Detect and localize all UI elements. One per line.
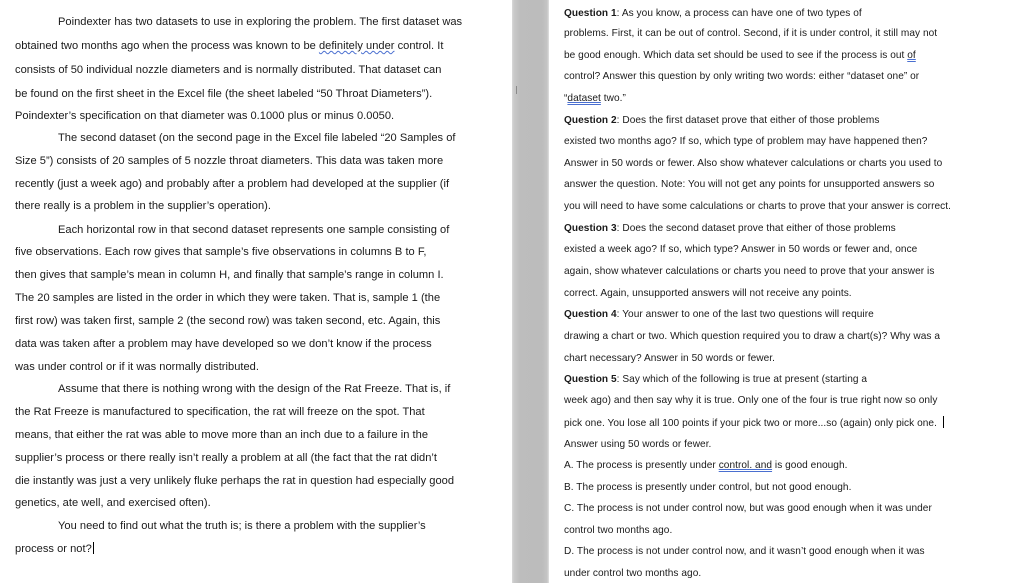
paragraph-line: Size 5”) consists of 20 samples of 5 nozzle throat diameters. This data was taken more	[15, 155, 444, 167]
question-1-line: Question 1: As you know, a process can have one of two types of	[564, 8, 862, 19]
question-line: Answer using 50 words or fewer.	[564, 439, 712, 450]
question-2-line: Question 2: Does the first dataset prove that either of those problems	[564, 115, 880, 126]
question-line: “dataset two.”	[564, 93, 626, 104]
paragraph-line: the Rat Freeze is manufactured to specification, the rat will freeze on the spot. That	[15, 406, 425, 418]
paragraph-line: Poindexter has two datasets to use in exploring the problem. The first dataset was	[58, 16, 463, 28]
grammar-underline: control. and	[718, 460, 773, 471]
paragraph-line: Poindexter’s specification on that diameter was 0.1000 plus or minus 0.0050.	[15, 110, 395, 122]
paragraph-line: recently (just a week ago) and probably after a problem had developed at the supplier (if	[15, 178, 450, 190]
paragraph-line: five observations. Each row gives that sample’s five observations in columns B to F,	[15, 246, 427, 258]
text-cursor[interactable]	[93, 542, 94, 554]
paragraph-line: You need to find out what the truth is; is there a problem with the supplier’s	[58, 520, 426, 532]
paragraph-line: be found on the first sheet in the Excel file (the sheet labeled “50 Throat Diameters”).	[15, 88, 433, 100]
page-divider	[512, 0, 549, 583]
option-c-continued: control two months ago.	[564, 525, 673, 536]
option-d-continued: under control two months ago.	[564, 568, 702, 579]
paragraph-line: die instantly was just a very unlikely fluke perhaps the rat in question had especially good	[15, 475, 455, 487]
question-line: existed a week ago? If so, which type? Answer in 50 words or fewer and, once	[564, 244, 918, 255]
question-line: pick one. You lose all 100 points if your pick two or more...so (again) only pick one.	[564, 416, 944, 430]
question-4-line: Question 4: Your answer to one of the last two questions will require	[564, 309, 874, 320]
paragraph-line: The 20 samples are listed in the order in which they were taken. That is, sample 1 (the	[15, 292, 441, 304]
option-d: D. The process is not under control now, and it wasn’t good enough when it was	[564, 546, 925, 557]
paragraph-line: genetics, ate well, and exercised often).	[15, 497, 211, 509]
paragraph-line: supplier’s process or there really isn’t really a problem at all (the fact that the rat didn’t	[15, 452, 438, 464]
paragraph-line: The second dataset (on the second page in the Excel file labeled “20 Samples of	[58, 132, 456, 144]
question-line: again, show whatever calculations or charts you need to prove that your answer is	[564, 266, 935, 277]
question-line: Answer in 50 words or fewer. Also show whatever calculations or charts you used to	[564, 158, 943, 169]
spell-check-underline: definitely under	[318, 40, 395, 52]
option-c: C. The process is not under control now, but was good enough when it was under	[564, 503, 932, 514]
grammar-underline: dataset	[567, 93, 601, 104]
paragraph-line: was under control or if it was normally distributed.	[15, 361, 259, 373]
paragraph-line: means, that either the rat was able to move more than an inch due to a failure in the	[15, 429, 429, 441]
paragraph-line: Assume that there is nothing wrong with the design of the Rat Freeze. That is, if	[58, 383, 451, 395]
paragraph-line: process or not?	[15, 543, 92, 555]
paragraph-line: then gives that sample’s mean in column H, and finally that sample’s range in column I.	[15, 269, 444, 281]
question-line: problems. First, it can be out of control. Second, if it is under control, it still may not	[564, 28, 938, 39]
option-a: A. The process is presently under control. and is good enough.	[564, 460, 848, 471]
option-b: B. The process is presently under control, but not good enough.	[564, 482, 852, 493]
question-line: you will need to have some calculations or charts to prove that your answer is correct.	[564, 201, 951, 212]
question-line: answer the question. Note: You will not get any points for unsupported answers so	[564, 179, 935, 190]
paragraph-line: there really is a problem in the supplier’s operation).	[15, 200, 271, 212]
paragraph-line: Each horizontal row in that second dataset represents one sample consisting of	[58, 224, 450, 236]
question-line: drawing a chart or two. Which question required you to draw a chart(s)? Why was a	[564, 331, 940, 342]
question-line: chart necessary? Answer in 50 words or fewer.	[564, 353, 775, 364]
question-line: existed two months ago? If so, which type of problem may have happened then?	[564, 136, 928, 147]
paragraph-line: data was taken after a problem may have developed so we don’t know if the process	[15, 338, 432, 350]
question-line: control? Answer this question by only writing two words: either “dataset one” or	[564, 71, 920, 82]
question-line: correct. Again, unsupported answers will not receive any points.	[564, 288, 852, 299]
paragraph-line: obtained two months ago when the process was known to be definitely under control. It	[15, 40, 444, 52]
question-line: be good enough. Which data set should be used to see if the process is out of	[564, 50, 916, 61]
paragraph-line: first row) was taken first, sample 2 (the second row) was taken second, etc. Again, this	[15, 315, 441, 327]
ruler-mark	[516, 86, 517, 94]
grammar-underline: of	[907, 50, 916, 61]
right-document-page	[549, 0, 1024, 583]
question-5-line: Question 5: Say which of the following is true at present (starting a	[564, 374, 868, 385]
question-line: week ago) and then say why it is true. Only one of the four is true right now so only	[564, 395, 938, 406]
paragraph-line: consists of 50 individual nozzle diameters and is normally distributed. That dataset can	[15, 64, 442, 76]
question-3-line: Question 3: Does the second dataset prove that either of those problems	[564, 223, 896, 234]
text-cursor[interactable]	[943, 416, 944, 428]
